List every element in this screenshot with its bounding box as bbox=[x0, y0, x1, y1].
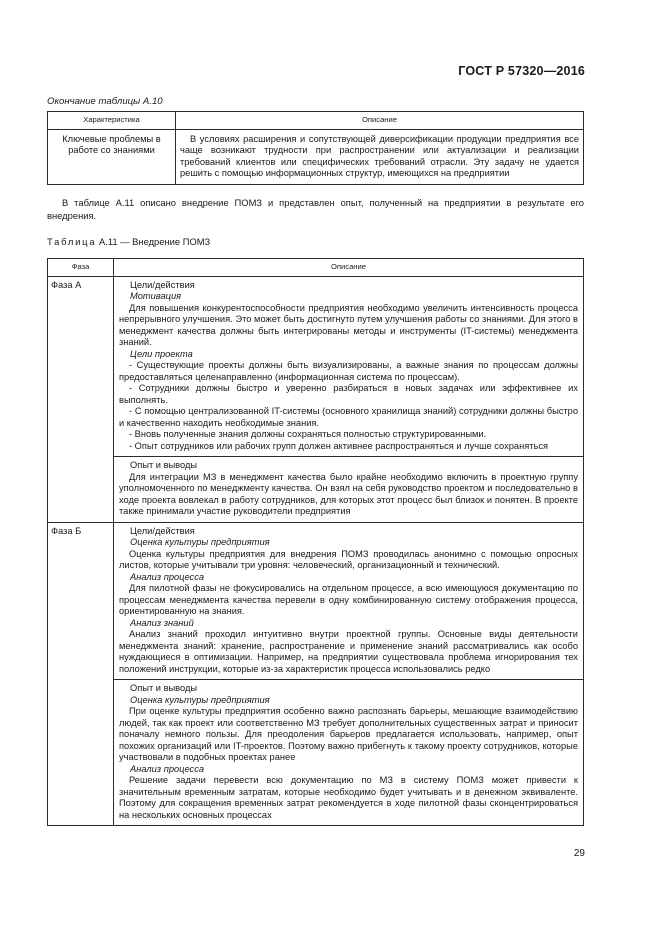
phase-b-results-culture-heading: Оценка культуры предприятия bbox=[130, 694, 270, 705]
table-row-phase-a-goals bbox=[48, 276, 584, 457]
phase-b-goals-cell bbox=[114, 522, 584, 680]
row-characteristic: Ключевые проблемы в работе со знаниями bbox=[48, 129, 176, 184]
table-caption-title: А.11 — Внедрение ПОМЗ bbox=[98, 236, 211, 247]
phase-b-culture-heading: Оценка культуры предприятия bbox=[130, 537, 270, 547]
column-header-characteristic: Характеристика bbox=[48, 112, 176, 130]
phase-a-goal-item: - Опыт сотрудников или рабочих групп должен активнее распространяться и лучше сохраняться bbox=[129, 440, 549, 451]
phase-b-process-heading: Анализ процесса bbox=[130, 571, 205, 582]
phase-b-knowledge-text: Анализ знаний проходил интуитивно внутри проектной группы. Основные виды деятельности менеджмента знаний: хранение, распространение и применение знаний рассматривались как особо нуждающиеся в оптимизации. Например, на предприятии существовала проблема игнорирования тех положений инструкции, которые из-за характеристик процесса использовались редко bbox=[119, 629, 578, 674]
phase-a-results-title: Опыт и выводы bbox=[130, 460, 198, 470]
table-a11-caption bbox=[47, 236, 210, 247]
table-a11 bbox=[47, 258, 584, 826]
table-header-row bbox=[48, 112, 584, 130]
phase-b-label: Фаза Б bbox=[48, 522, 114, 826]
column-header-description: Описание bbox=[114, 259, 584, 277]
table-a10-end bbox=[47, 111, 584, 185]
phase-a-project-goals-heading: Цели проекта bbox=[130, 348, 193, 359]
table-header-row bbox=[48, 259, 584, 277]
table-row-phase-b-results bbox=[48, 680, 584, 826]
phase-a-label: Фаза А bbox=[48, 276, 114, 522]
phase-a-goal-item: - Вновь полученные знания должны сохраняться полностью структурированными. bbox=[129, 429, 487, 439]
phase-a-motivation-text: Для повышения конкурентоспособности предприятия необходимо увеличить интенсивность процесса непрерывного улучшения. Это может быть достигнуто путем улучшения работы со знаниями. Для этого в менеджмент качества должны быть интегрированы методы и инструменты (IT-системы) менеджмента знаний. bbox=[119, 302, 578, 347]
phase-a-results-text: Для интеграции МЗ в менеджмент качества было крайне необходимо включить в проектную группу уполномоченного по менеджменту качества. Он взял на себя руководство проектом и последовательно в ходе проекта вовлекал в работу сотрудников, для которых этот процесс был близок и понятен. В проекте также принимали участие руководители предприятия bbox=[119, 471, 578, 516]
table-row bbox=[48, 129, 584, 184]
phase-a-results-cell bbox=[114, 457, 584, 523]
table-row-phase-b-goals bbox=[48, 522, 584, 680]
phase-a-goal-item: - Существующие проекты должны быть визуализированы, а важные знания по процессам должны предоставляться целенаправленно (информационная система по процессам). bbox=[119, 360, 578, 382]
row-description-text: В условиях расширения и сопутствующей диверсификации продукции предприятия все чаще возникают трудности при распространении или актуализации и реализации требований клиентов или специфических требований отрасли. Эту задачу не удается решить с помощью информационных структур, имеющихся на предприятии bbox=[180, 133, 579, 178]
phase-b-process-text: Для пилотной фазы не фокусировались на отдельном процессе, а всю имеющуюся документацию по процессам менеджмента качества перевели в одну комбинированную систему отображения процесса, ориентированную на знания. bbox=[119, 583, 578, 616]
phase-a-motivation-heading: Мотивация bbox=[130, 291, 182, 301]
phase-b-goals-title: Цели/действия bbox=[130, 525, 195, 536]
column-header-phase: Фаза bbox=[48, 259, 114, 277]
body-paragraph: В таблице А.11 описано внедрение ПОМЗ и представлен опыт, полученный на предприятии в результате его внедрения. bbox=[47, 197, 584, 221]
phase-a-goals-cell bbox=[114, 276, 584, 457]
table-continuation-caption: Окончание таблицы А.10 bbox=[47, 96, 163, 107]
phase-b-results-culture-text: При оценке культуры предприятия особенно важно распознать барьеры, мешающие взаимодействию людей, так как проект или соответственно МЗ требует дополнительных существенных затрат и приносит поначалу немного пользы. Для преодоления барьеров предлагается использовать, например, опыт похожих организаций или IT-проектов. Поэтому важно прибегнуть к такому проекту сотрудников, которые участвовали в подобных проектах ранее bbox=[119, 706, 578, 762]
table-row-phase-a-results bbox=[48, 457, 584, 523]
phase-b-results-title: Опыт и выводы bbox=[130, 683, 198, 693]
phase-a-goals-title: Цели/действия bbox=[130, 279, 195, 290]
phase-b-knowledge-heading: Анализ знаний bbox=[130, 617, 194, 628]
row-description bbox=[176, 129, 584, 184]
phase-b-results-process-heading: Анализ процесса bbox=[130, 763, 205, 774]
document-code: ГОСТ Р 57320—2016 bbox=[458, 64, 585, 78]
phase-a-goal-item: - Сотрудники должны быстро и уверенно разбираться в новых задачах или эффективнее их выполнять. bbox=[119, 383, 578, 405]
column-header-description: Описание bbox=[176, 112, 584, 130]
page-number: 29 bbox=[573, 848, 585, 859]
phase-b-culture-text: Оценка культуры предприятия для внедрения ПОМЗ проводилась анонимно с помощью опросных листов, которые учитывали три уровня: человеческий, организационный и технический. bbox=[119, 548, 578, 570]
phase-b-results-cell bbox=[114, 680, 584, 826]
phase-b-results-process-text: Решение задачи перевести всю документацию по МЗ в систему ПОМЗ может привести к значительным временным затратам, которые необходимо будет учитывать и в денежном эквиваленте. Поэтому для сокращения временных затрат рекомендуется в ходе пилотной фазы сконцентрироваться на нескольких основных процессах bbox=[119, 775, 578, 820]
table-caption-word: Таблица bbox=[47, 236, 97, 247]
phase-a-goal-item: - С помощью централизованной IT-системы (основного хранилища знаний) сотрудники должны быстро и качественно находить необходимые знания. bbox=[119, 406, 578, 428]
